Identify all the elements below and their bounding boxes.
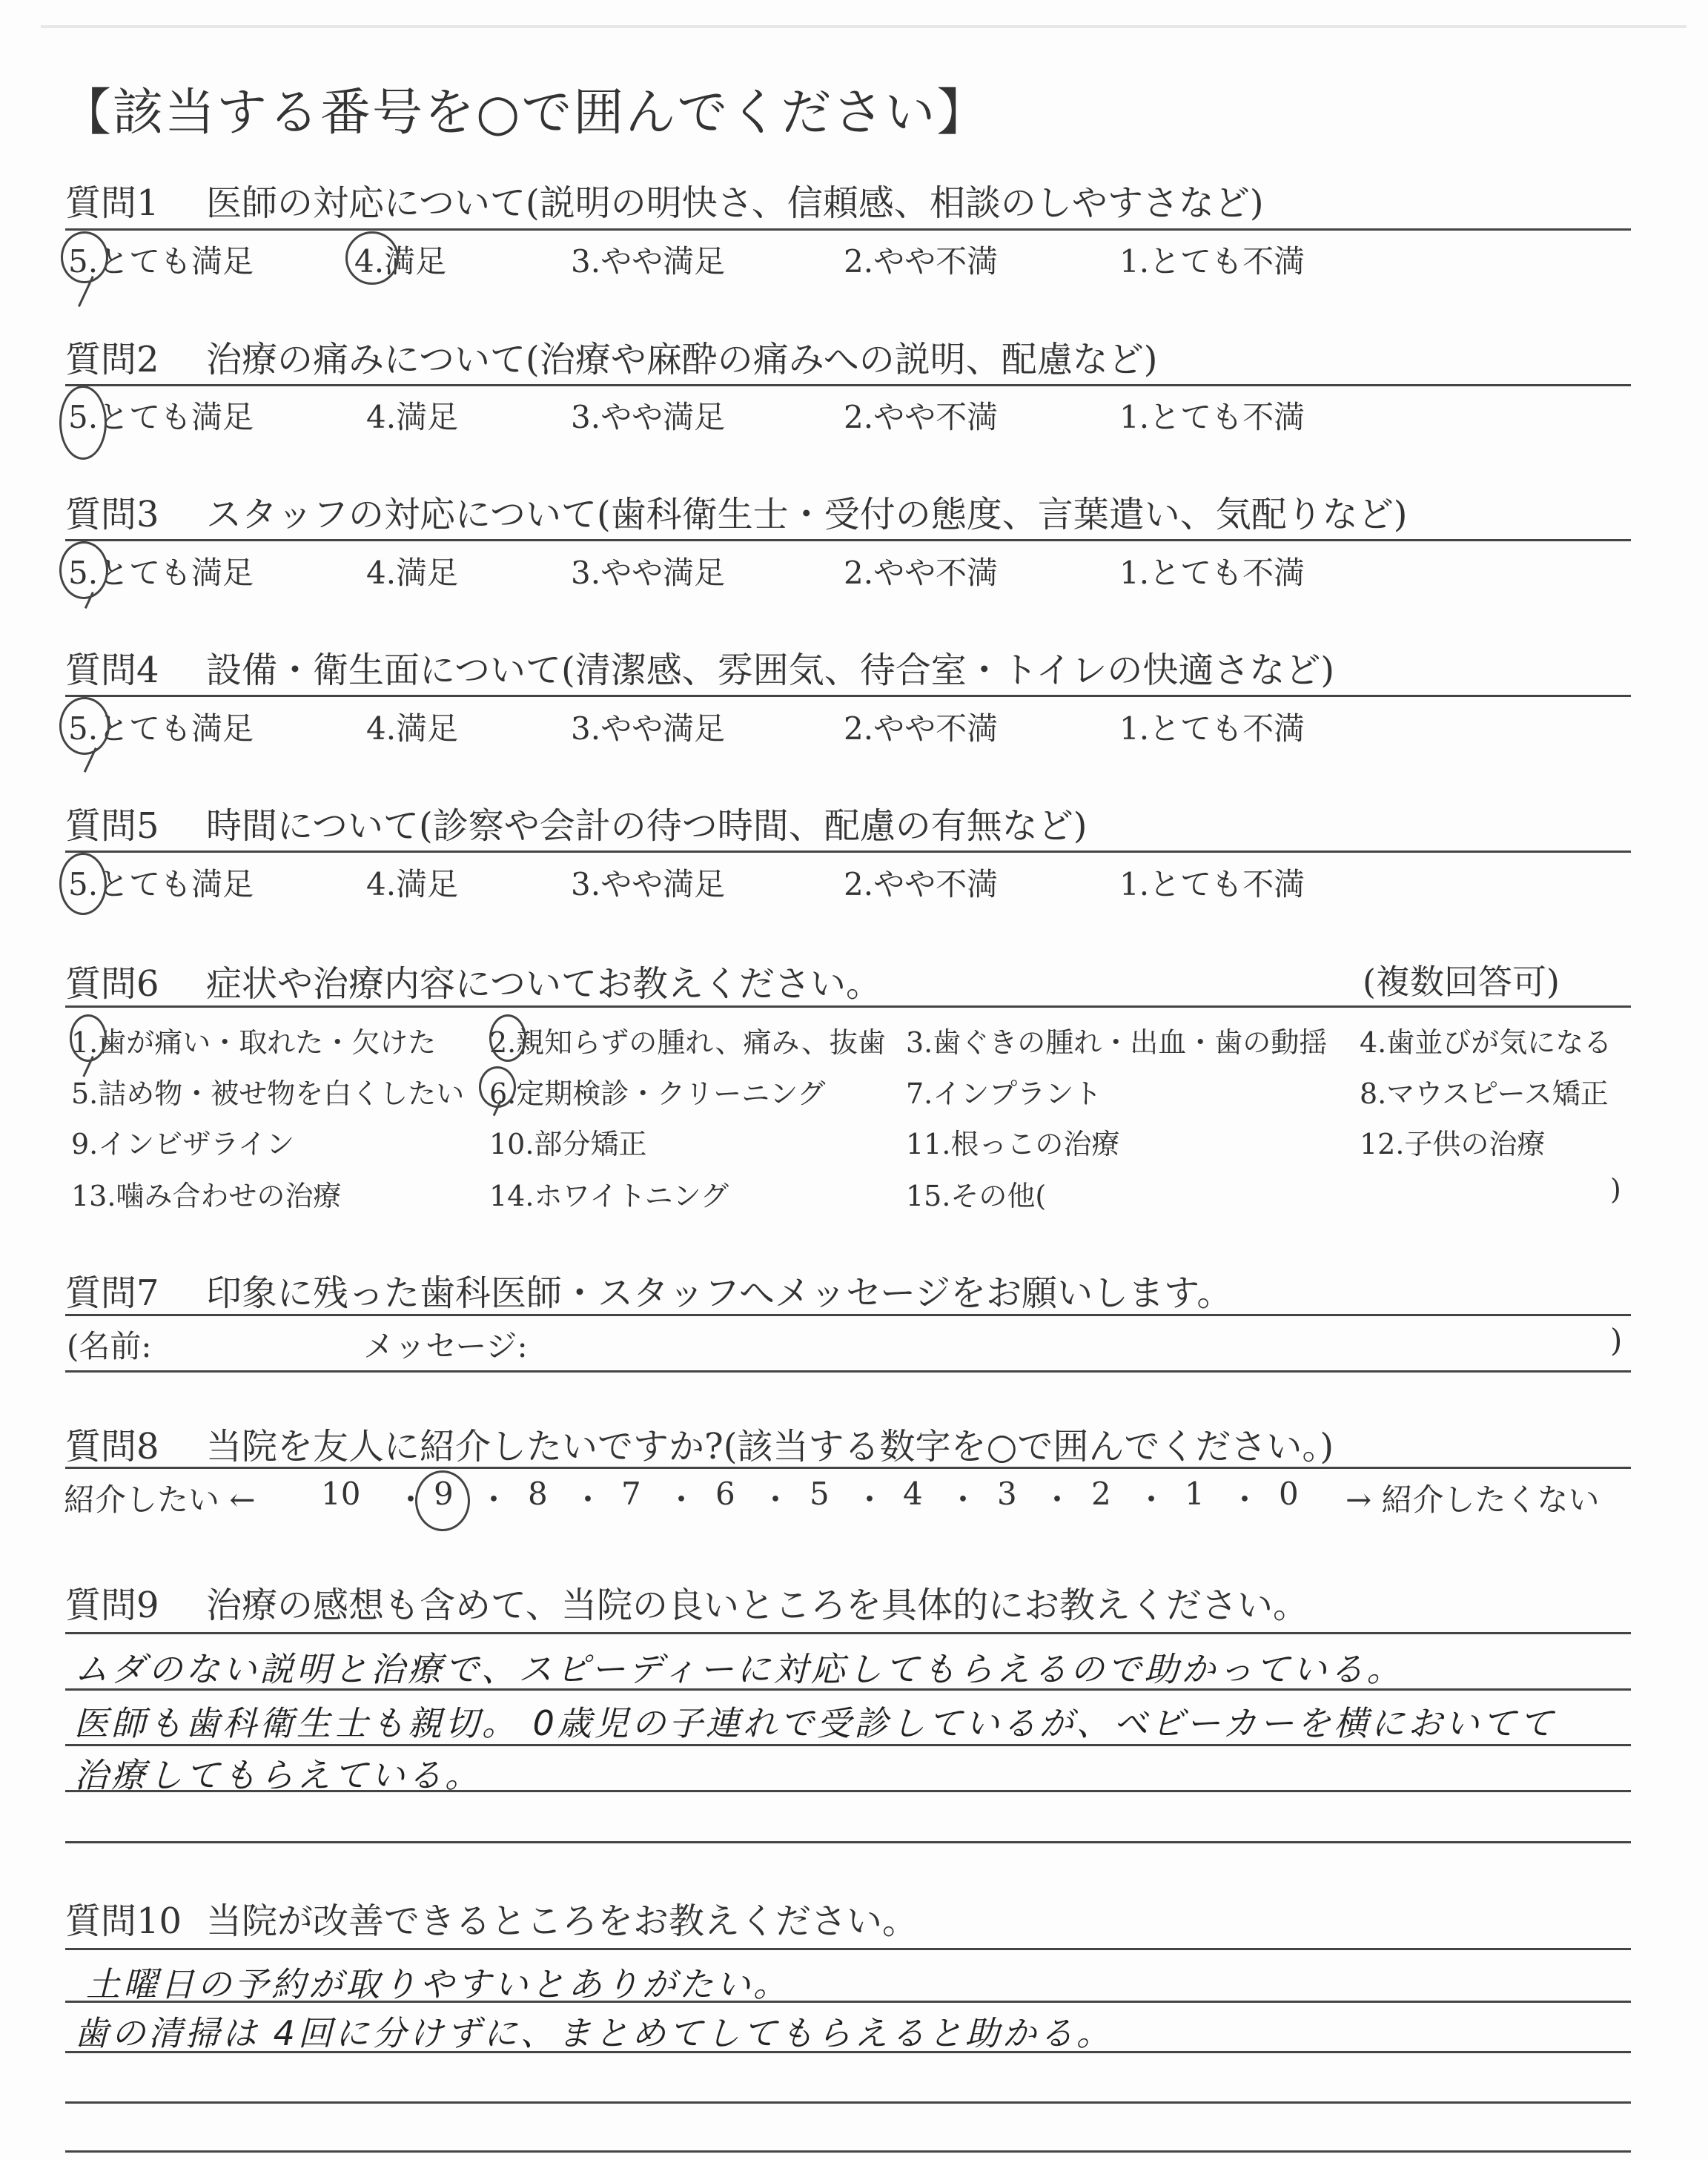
option-2[interactable]: 2.やや不満	[844, 866, 999, 902]
question-number: 質問2	[65, 339, 159, 380]
other-close-paren: )	[1610, 1173, 1621, 1206]
symptom-option-4[interactable]: 4.歯並びが気になる	[1360, 1026, 1612, 1059]
option-4[interactable]: 4.満足	[366, 866, 459, 902]
answer-rule	[65, 2150, 1631, 2153]
selected-circle	[70, 1014, 107, 1062]
option-1[interactable]: 1.とても不満	[1119, 555, 1305, 591]
question-number: 質問10	[65, 1900, 182, 1942]
symptom-option-14[interactable]: 14.ホワイトニング	[489, 1180, 729, 1212]
selected-circle	[345, 231, 399, 285]
answer-rule	[65, 1841, 1631, 1843]
question-text: 設備・衛生面について(清潔感、雰囲気、待合室・トイレの快適さなど)	[206, 650, 1335, 691]
question-text: スタッフの対応について(歯科衛生士・受付の態度、言葉遣い、気配りなど)	[206, 494, 1408, 535]
option-2[interactable]: 2.やや不満	[844, 710, 999, 747]
divider	[65, 228, 1631, 231]
question-number: 質問8	[65, 1426, 159, 1467]
option-3[interactable]: 3.やや満足	[571, 710, 726, 747]
question-number: 質問3	[65, 494, 159, 535]
answer-line-1: 土曜日の予約が取りやすいとありがたい。	[86, 1964, 790, 2004]
scale-8[interactable]: 8	[528, 1476, 548, 1512]
question-text: 印象に残った歯科医師・スタッフへメッセージをお願いします。	[206, 1272, 1233, 1314]
divider	[65, 539, 1631, 541]
answer-rule	[65, 2001, 1631, 2003]
option-2[interactable]: 2.やや不満	[844, 555, 999, 591]
name-label: (名前:	[67, 1328, 152, 1364]
symptom-option-8[interactable]: 8.マウスピース矯正	[1360, 1077, 1609, 1110]
multiple-answers-note: (複数回答可)	[1363, 962, 1560, 1002]
answer-line-2: 医師も歯科衛生士も親切。 0歳児の子連れで受診しているが、ベビーカーを横においてて	[74, 1703, 1557, 1743]
option-4[interactable]: 4.満足	[366, 399, 459, 435]
answer-line-2: 歯の清掃は 4回に分けずに、まとめてしてもらえると助かる。	[74, 2013, 1113, 2053]
option-3[interactable]: 3.やや満足	[571, 243, 726, 280]
scale-10[interactable]: 10	[321, 1476, 361, 1512]
divider	[65, 695, 1631, 697]
question-number: 質問9	[65, 1585, 159, 1626]
page-title: 【該当する番号を○で囲んでください】	[61, 84, 989, 142]
selected-circle	[59, 853, 107, 915]
option-2[interactable]: 2.やや不満	[844, 243, 999, 280]
scale-dot: ・	[572, 1482, 604, 1518]
divider	[65, 1948, 1631, 1950]
answer-rule	[65, 2101, 1631, 2104]
divider	[65, 1632, 1631, 1634]
option-5[interactable]: 5.とても満足	[68, 555, 254, 591]
symptom-option-2[interactable]: 2.親知らずの腫れ、痛み、抜歯	[489, 1026, 886, 1059]
option-1[interactable]: 1.とても不満	[1119, 866, 1305, 902]
option-3[interactable]: 3.やや満足	[571, 399, 726, 435]
scale-dot: ・	[1136, 1482, 1168, 1518]
option-3[interactable]: 3.やや満足	[571, 555, 726, 591]
scale-dot: ・	[1042, 1482, 1073, 1518]
question-number: 質問1	[65, 182, 159, 224]
divider	[65, 1314, 1631, 1316]
divider	[65, 384, 1631, 386]
option-2[interactable]: 2.やや不満	[844, 399, 999, 435]
selected-circle	[61, 231, 108, 283]
divider	[65, 1370, 1631, 1373]
selected-circle	[489, 1014, 526, 1062]
question-text: 当院が改善できるところをお教えください。	[206, 1900, 918, 1942]
answer-rule	[65, 2051, 1631, 2053]
option-3[interactable]: 3.やや満足	[571, 866, 726, 902]
divider	[65, 1467, 1631, 1469]
answer-line-1: ムダのない説明と治療で、スピーディーに対応してもらえるので助かっている。	[74, 1649, 1404, 1689]
scale-dot: ・	[1229, 1482, 1261, 1518]
symptom-option-10[interactable]: 10.部分矯正	[489, 1128, 647, 1160]
option-5[interactable]: 5.とても満足	[68, 710, 254, 747]
selected-circle	[59, 386, 107, 460]
symptom-option-7[interactable]: 7.インプラント	[906, 1077, 1102, 1110]
scale-7[interactable]: 7	[621, 1476, 641, 1512]
symptom-option-6[interactable]: 6.定期検診・クリーニング	[489, 1077, 826, 1110]
option-5[interactable]: 5.とても満足	[68, 243, 254, 280]
selected-circle	[479, 1066, 516, 1108]
symptom-option-5[interactable]: 5.詰め物・被せ物を白くしたい	[71, 1077, 465, 1110]
symptom-option-1[interactable]: 1.歯が痛い・取れた・欠けた	[71, 1026, 437, 1059]
question-text: 治療の痛みについて(治療や麻酔の痛みへの説明、配慮など)	[206, 339, 1158, 380]
scale-dot: ・	[395, 1482, 427, 1518]
scale-4[interactable]: 4	[903, 1476, 923, 1512]
question-number: 質問5	[65, 805, 159, 847]
scale-dot: ・	[947, 1482, 979, 1518]
scale-6[interactable]: 6	[715, 1476, 735, 1512]
message-close-paren: )	[1610, 1322, 1623, 1358]
question-number: 質問6	[65, 963, 159, 1005]
divider	[65, 1005, 1631, 1008]
scale-0[interactable]: 0	[1279, 1476, 1299, 1512]
option-4[interactable]: 4.満足	[366, 555, 459, 591]
answer-rule	[65, 1744, 1631, 1746]
scale-1[interactable]: 1	[1185, 1476, 1205, 1512]
divider	[65, 851, 1631, 853]
selected-circle	[59, 697, 110, 755]
scale-2[interactable]: 2	[1091, 1476, 1111, 1512]
symptom-option-12[interactable]: 12.子供の治療	[1360, 1128, 1546, 1160]
option-4[interactable]: 4.満足	[354, 243, 447, 280]
scale-5[interactable]: 5	[810, 1476, 830, 1512]
symptom-option-13[interactable]: 13.噛み合わせの治療	[71, 1180, 342, 1212]
scale-9[interactable]: 9	[434, 1476, 454, 1512]
recommend-left-label: 紹介したい ←	[64, 1482, 256, 1518]
scale-dot: ・	[666, 1482, 698, 1518]
selected-circle	[415, 1470, 470, 1531]
scale-dot: ・	[854, 1482, 886, 1518]
symptom-option-9[interactable]: 9.インビザライン	[71, 1128, 295, 1160]
question-text: 治療の感想も含めて、当院の良いところを具体的にお教えください。	[206, 1585, 1309, 1626]
scale-dot: ・	[760, 1482, 792, 1518]
question-text: 当院を友人に紹介したいですか?(該当する数字を○で囲んでください。)	[206, 1426, 1334, 1467]
selected-circle	[59, 541, 108, 599]
option-4[interactable]: 4.満足	[366, 710, 459, 747]
scale-3[interactable]: 3	[997, 1476, 1017, 1512]
question-text: 医師の対応について(説明の明快さ、信頼感、相談のしやすさなど)	[206, 182, 1264, 224]
answer-rule	[65, 1790, 1631, 1792]
symptom-option-3[interactable]: 3.歯ぐきの腫れ・出血・歯の動揺	[906, 1026, 1328, 1059]
recommend-right-label: → 紹介したくない	[1345, 1482, 1600, 1518]
question-text: 症状や治療内容についてお教えください。	[206, 963, 882, 1005]
question-number: 質問4	[65, 650, 159, 691]
top-border	[41, 25, 1687, 28]
symptom-option-15[interactable]: 15.その他(	[906, 1180, 1047, 1212]
scale-dot: ・	[478, 1482, 510, 1518]
message-label: メッセージ:	[363, 1328, 528, 1364]
option-1[interactable]: 1.とても不満	[1119, 243, 1305, 280]
symptom-option-11[interactable]: 11.根っこの治療	[906, 1128, 1120, 1160]
option-1[interactable]: 1.とても不満	[1119, 710, 1305, 747]
question-text: 時間について(診察や会計の待つ時間、配慮の有無など)	[206, 805, 1088, 847]
option-5[interactable]: 5.とても満足	[68, 399, 254, 435]
option-1[interactable]: 1.とても不満	[1119, 399, 1305, 435]
option-5[interactable]: 5.とても満足	[68, 866, 254, 902]
question-number: 質問7	[65, 1272, 159, 1314]
answer-rule	[65, 1688, 1631, 1691]
answer-line-3: 治療してもらえている。	[74, 1755, 482, 1795]
